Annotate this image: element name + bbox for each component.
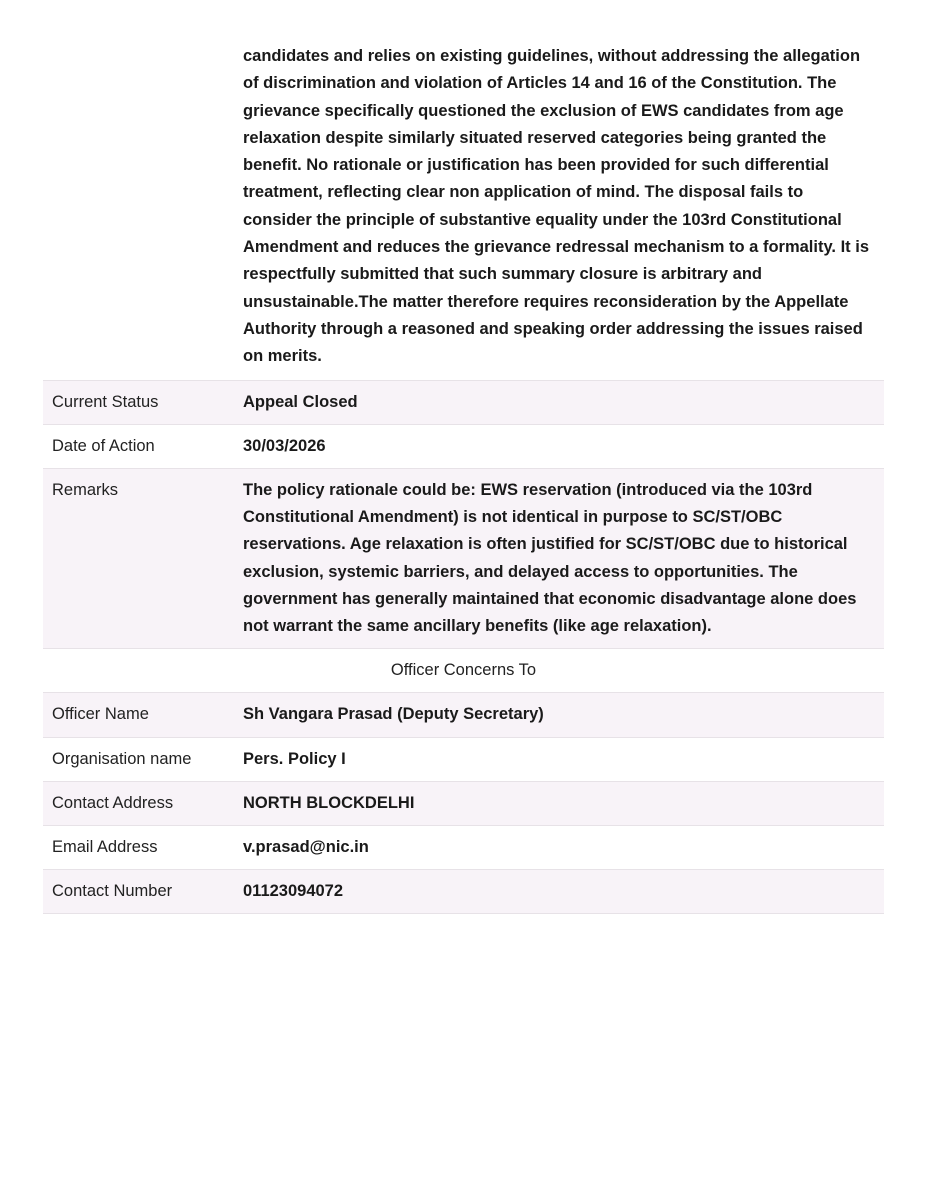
grievance-continued-text: candidates and relies on existing guidelines, without addressing the allegation of discrimination and violation of Articles 14 and 16 of the Constitution. The grievance specifically questioned the exclusion of EWS candidates from age relaxation despite similarly situated reserved categories being granted the benefit. No rationale or justification has been provided for such differential treatment, reflecting clear non application of mind. The disposal fails to consider the principle of substantive equality under the 103rd Constitutional Amendment and reduces the grievance redressal mechanism to a formality. It is respectfully submitted that such summary closure is arbitrary and unsustainable.The matter therefore requires reconsideration by the Appellate Authority through a reasoned and speaking order addressing the issues raised on merits. [233,38,884,380]
contact-address-value: NORTH BLOCKDELHI [233,781,884,825]
remarks-value: The policy rationale could be: EWS reservation (introduced via the 103rd Constitutional Amendment) is not identical in purpose to SC/ST/OBC reservations. Age relaxation is often justified for SC/ST/OBC due to historical exclusion, systemic barriers, and delayed access to opportunities. The government has generally maintained that economic disadvantage alone does not warrant the same ancillary benefits (like age relaxation). [233,468,884,648]
current-status-label: Current Status [43,380,233,424]
organisation-name-value: Pers. Policy I [233,737,884,781]
contact-number-label: Contact Number [43,870,233,914]
grievance-text-label-cell [43,38,233,380]
current-status-value: Appeal Closed [233,380,884,424]
officer-name-value: Sh Vangara Prasad (Deputy Secretary) [233,693,884,737]
officer-name-row [43,693,884,737]
organisation-name-row [43,737,884,781]
remarks-row [43,468,884,648]
officer-name-label: Officer Name [43,693,233,737]
remarks-label: Remarks [43,468,233,648]
contact-number-row [43,870,884,914]
date-of-action-row [43,424,884,468]
organisation-name-label: Organisation name [43,737,233,781]
email-address-row [43,826,884,870]
contact-address-label: Contact Address [43,781,233,825]
grievance-details-table [43,38,884,914]
contact-number-value: 01123094072 [233,870,884,914]
grievance-text-row [43,38,884,380]
date-of-action-value: 30/03/2026 [233,424,884,468]
contact-address-row [43,781,884,825]
date-of-action-label: Date of Action [43,424,233,468]
email-address-value: v.prasad@nic.in [233,826,884,870]
email-address-label: Email Address [43,826,233,870]
officer-section-heading-row [43,649,884,693]
current-status-row [43,380,884,424]
officer-section-heading: Officer Concerns To [43,649,884,693]
